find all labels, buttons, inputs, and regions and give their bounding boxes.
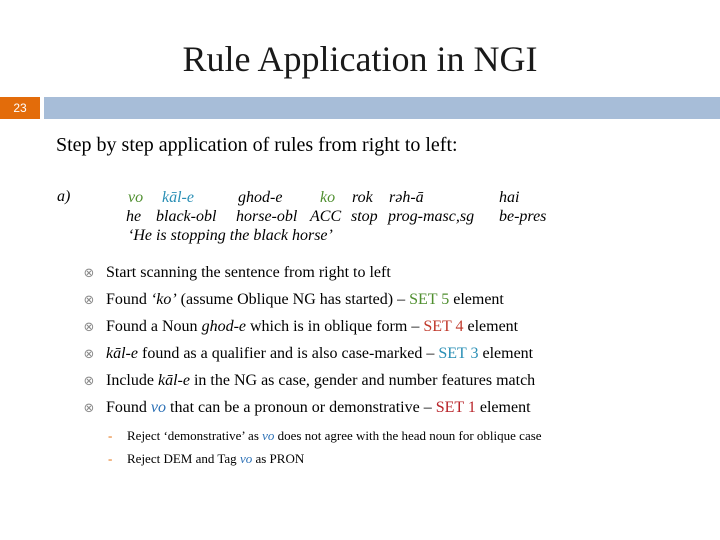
target-bullet-icon: ⊗ <box>83 401 95 416</box>
target-bullet-icon: ⊗ <box>83 293 95 308</box>
bullet-text: Found vo that can be a pronoun or demonstrative – SET 1 element <box>106 399 531 416</box>
dash-bullet-icon: - <box>108 451 113 466</box>
target-bullet-icon: ⊗ <box>83 374 95 389</box>
target-bullet-icon: ⊗ <box>83 266 95 281</box>
gloss-word: horse-obl <box>236 208 298 225</box>
gloss-word: stop <box>351 208 378 225</box>
set-label: SET 1 <box>435 399 476 416</box>
dash-bullet-icon: - <box>108 428 113 443</box>
intro-text: Step by step application of rules from right to left: <box>56 134 458 156</box>
header-bar <box>44 97 720 119</box>
set-label: SET 5 <box>409 291 450 308</box>
gloss-word: prog-masc,sg <box>388 208 475 225</box>
gloss-word: ko <box>320 189 336 206</box>
set-label: SET 3 <box>438 345 479 362</box>
bullet-text: Found a Noun ghod-e which is in oblique form – SET 4 element <box>106 318 519 335</box>
gloss-word: ghod-e <box>238 189 283 206</box>
gloss-word: rok <box>352 189 373 206</box>
bullet-text: Include kāl-e in the NG as case, gender and number features match <box>106 372 536 389</box>
example-label: a) <box>57 188 71 205</box>
gloss-word: black-obl <box>156 208 217 225</box>
gloss-word: ACC <box>310 208 342 225</box>
slide-title: Rule Application in NGI <box>182 39 538 79</box>
target-bullet-icon: ⊗ <box>83 347 95 362</box>
gloss-word: kāl-e <box>162 189 194 206</box>
free-translation: ‘He is stopping the black horse’ <box>128 227 333 244</box>
gloss-word: he <box>126 208 142 225</box>
target-bullet-icon: ⊗ <box>83 320 95 335</box>
bullet-text: kāl-e found as a qualifier and is also case-marked – SET 3 element <box>106 345 534 362</box>
gloss-word: hai <box>499 189 520 206</box>
bullet-text: Start scanning the sentence from right to left <box>106 264 391 281</box>
gloss-word: be-pres <box>499 208 547 225</box>
sub-bullet-text: Reject ‘demonstrative’ as vo does not agree with the head noun for oblique case <box>127 428 542 443</box>
gloss-word: vo <box>128 189 144 206</box>
gloss-word: rəh-ā <box>389 189 424 206</box>
bullet-text: Found ‘ko’ (assume Oblique NG has started) – SET 5 element <box>106 291 504 308</box>
sub-bullet-text: Reject DEM and Tag vo as PRON <box>127 451 305 466</box>
slide-number-badge: 23 <box>0 97 40 119</box>
set-label: SET 4 <box>423 318 464 335</box>
